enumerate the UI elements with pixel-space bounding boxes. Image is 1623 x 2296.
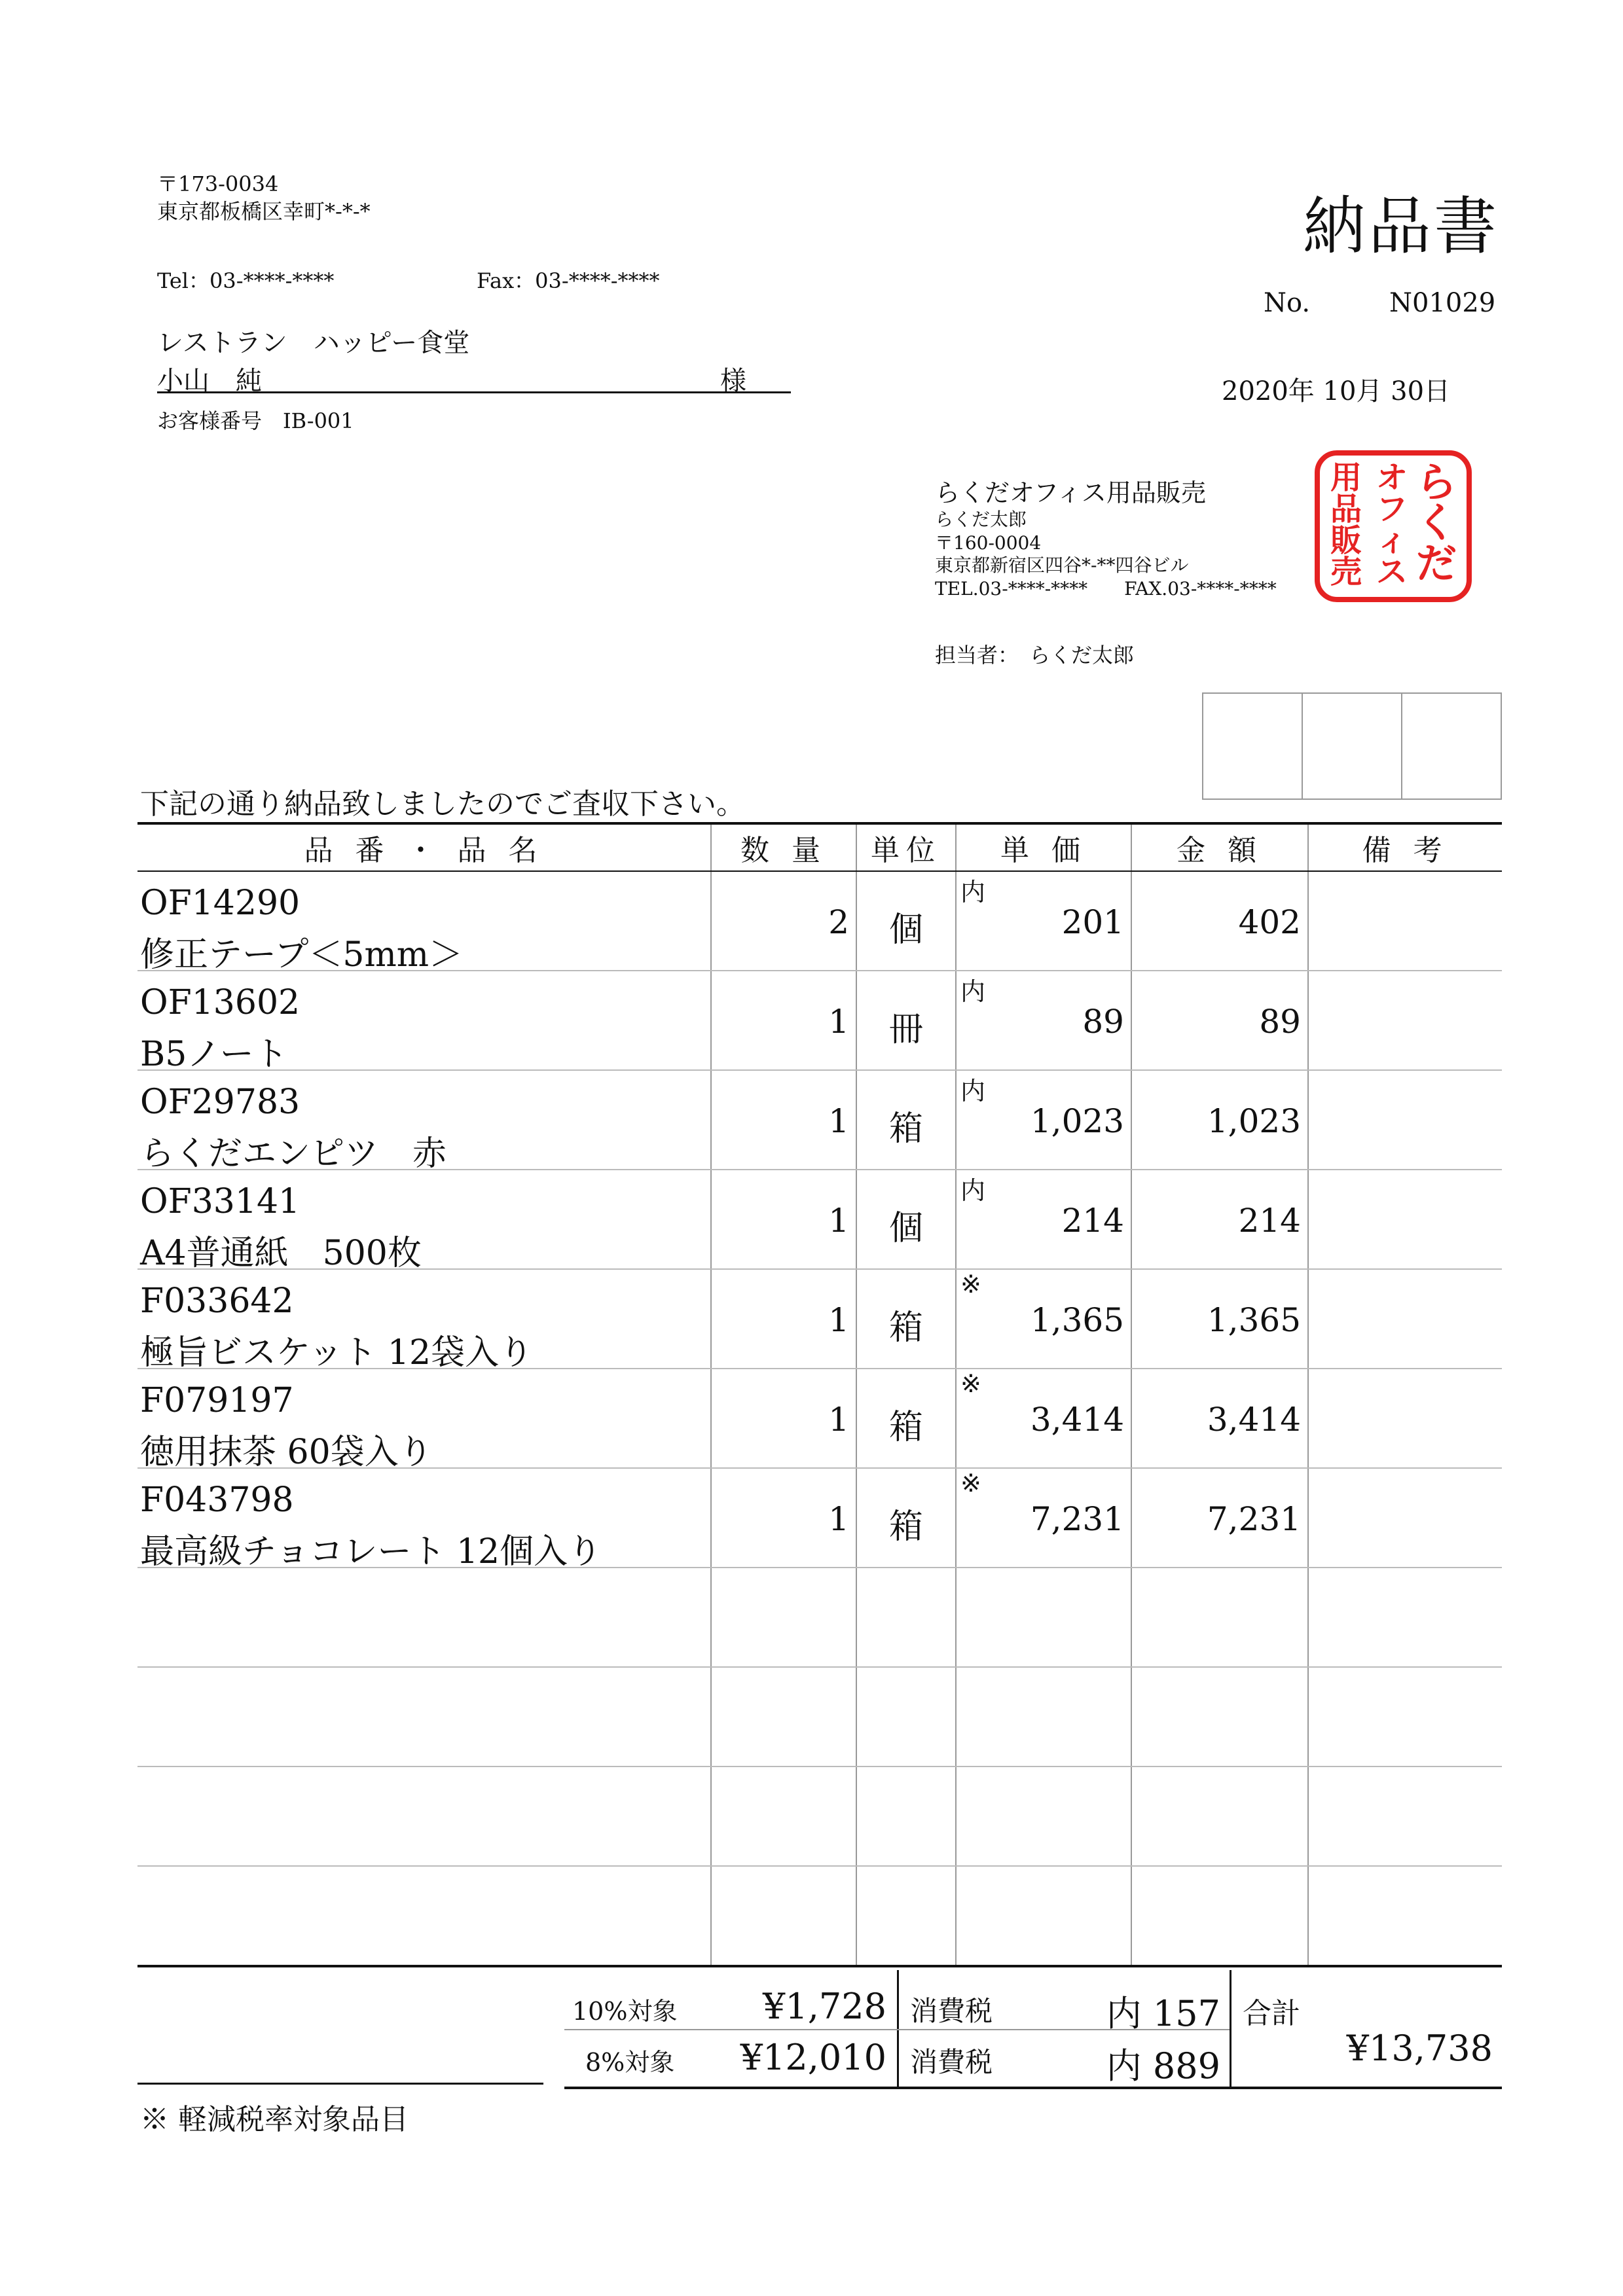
item-name: 極旨ビスケット 12袋入り — [140, 1333, 534, 1372]
remarks-cell — [1308, 871, 1502, 971]
qty-cell — [711, 1170, 856, 1269]
customer-fax: Fax：03-****-**** — [477, 268, 660, 293]
price-cell — [956, 1568, 1131, 1667]
item-cell — [137, 1468, 711, 1571]
table-row — [137, 1369, 1502, 1468]
remarks-cell — [1308, 1568, 1502, 1667]
item-code: OF14290 — [140, 884, 301, 923]
item-qty: 1 — [828, 1202, 849, 1240]
amount-cell — [1131, 1269, 1308, 1369]
item-cell — [137, 1866, 711, 1966]
item-price: 1,023 — [1030, 1102, 1124, 1140]
remarks-cell — [1308, 1866, 1502, 1966]
delivery-message: 下記の通り納品致しましたのでご査収下さい。 — [140, 787, 745, 821]
item-name: 修正テープ＜5mm＞ — [140, 935, 464, 975]
remarks-cell — [1308, 1767, 1502, 1866]
stamp-column-1 — [1328, 459, 1364, 590]
qty-cell — [711, 1767, 856, 1866]
amount-cell — [1131, 1866, 1308, 1966]
item-code: F079197 — [140, 1381, 294, 1420]
stamp-char: ス — [1376, 554, 1408, 590]
item-name: B5ノート — [140, 1035, 288, 1074]
totals-divider — [1230, 1970, 1231, 2087]
table-row — [137, 1070, 1502, 1170]
qty-cell — [711, 1269, 856, 1369]
seller-address: 東京都新宿区四谷*-**四谷ビル — [935, 554, 1189, 576]
doc-date: 2020年 10月 30日 — [1222, 376, 1451, 406]
rate8-amount: ¥12,010 — [740, 2037, 886, 2078]
unit-cell — [856, 1767, 956, 1866]
item-unit: 箱 — [888, 1408, 923, 1447]
unit-cell — [856, 971, 956, 1070]
item-price: 89 — [1082, 1003, 1124, 1041]
customer-person: 小山 純 — [157, 366, 262, 396]
rate8-label: 8%対象 — [585, 2048, 675, 2077]
remarks-cell — [1308, 1170, 1502, 1269]
customer-address: 東京都板橋区幸町*-*-* — [157, 199, 371, 224]
item-cell — [137, 871, 711, 975]
item-qty: 1 — [828, 1401, 849, 1439]
customer-tel: Tel：03-****-**** — [157, 268, 335, 293]
item-name: 最高級チョコレート 12個入り — [140, 1532, 602, 1571]
item-amount: 1,365 — [1207, 1301, 1301, 1339]
seller-name: らくだオフィス用品販売 — [935, 478, 1206, 507]
customer-number: お客様番号 IB-001 — [157, 408, 354, 433]
stamp-char: 販 — [1330, 522, 1362, 559]
item-amount: 402 — [1238, 903, 1301, 941]
remarks-cell — [1308, 1269, 1502, 1369]
item-name: 徳用抹茶 60袋入り — [140, 1433, 433, 1472]
customer-underline — [157, 391, 791, 393]
item-code: F033642 — [140, 1282, 294, 1321]
item-qty: 2 — [828, 903, 849, 941]
table-body — [137, 871, 1502, 1966]
amount-cell — [1131, 1568, 1308, 1667]
unit-cell — [856, 1468, 956, 1568]
amount-cell — [1131, 1667, 1308, 1767]
amount-cell — [1131, 971, 1308, 1070]
stamp-char: だ — [1416, 539, 1457, 587]
item-qty: 1 — [828, 1500, 849, 1538]
stamp-column-3 — [1416, 458, 1457, 587]
qty-cell — [711, 1468, 856, 1568]
item-cell — [137, 1568, 711, 1667]
price-cell — [956, 1269, 1131, 1369]
unit-cell — [856, 1866, 956, 1966]
table-row — [137, 871, 1502, 971]
item-code: OF29783 — [140, 1083, 301, 1122]
item-price: 3,414 — [1030, 1401, 1124, 1439]
seller-staff: 担当者： らくだ太郎 — [935, 643, 1135, 668]
seller-rep: らくだ太郎 — [935, 509, 1027, 530]
stamp-char: 品 — [1330, 491, 1362, 528]
item-name: A4普通紙 500枚 — [140, 1234, 422, 1273]
table-row — [137, 1767, 1502, 1866]
rate10-tax-label: 消費税 — [910, 1995, 993, 2027]
remarks-cell — [1308, 1667, 1502, 1767]
item-cell — [137, 1767, 711, 1866]
unit-cell — [856, 871, 956, 971]
item-amount: 214 — [1238, 1202, 1301, 1240]
header-qty: 数 量 — [711, 823, 856, 871]
table-row — [137, 1170, 1502, 1269]
amount-cell — [1131, 1369, 1308, 1468]
qty-cell — [711, 1070, 856, 1170]
remarks-cell — [1308, 1369, 1502, 1468]
item-amount: 1,023 — [1207, 1102, 1301, 1140]
item-unit: 個 — [888, 1209, 923, 1248]
tax-mark: 内 — [960, 977, 986, 1006]
grand-total-label: 合計 — [1243, 1997, 1300, 2030]
doc-no-value: N01029 — [1389, 288, 1496, 318]
unit-cell — [856, 1369, 956, 1468]
price-cell — [956, 1369, 1131, 1468]
stamp-char: ィ — [1376, 522, 1408, 559]
approval-box[interactable] — [1402, 694, 1501, 798]
item-unit: 個 — [888, 910, 923, 950]
rate8-tax-label: 消費税 — [910, 2046, 993, 2078]
item-price: 214 — [1061, 1202, 1124, 1240]
header-amount: 金 額 — [1131, 823, 1308, 871]
table-row — [137, 1667, 1502, 1767]
tax-mark: 内 — [960, 878, 986, 906]
stamp-char: ら — [1416, 458, 1457, 506]
reduced-tax-note: ※ 軽減税率対象品目 — [140, 2103, 409, 2136]
amount-cell — [1131, 1767, 1308, 1866]
rate10-amount: ¥1,728 — [763, 1986, 886, 2027]
price-cell — [956, 1866, 1131, 1966]
item-qty: 1 — [828, 1301, 849, 1339]
stamp-char: 用 — [1330, 459, 1362, 496]
qty-cell — [711, 1667, 856, 1767]
table-row — [137, 1269, 1502, 1369]
price-cell — [956, 1767, 1131, 1866]
item-price: 7,231 — [1030, 1500, 1124, 1538]
doc-no-label: No. — [1264, 288, 1311, 318]
amount-cell — [1131, 871, 1308, 971]
customer-honorific: 様 — [720, 366, 746, 396]
item-amount: 7,231 — [1207, 1500, 1301, 1538]
amount-cell — [1131, 1170, 1308, 1269]
header-item: 品 番 ・ 品 名 — [137, 823, 711, 871]
price-cell — [956, 1667, 1131, 1767]
item-unit: 箱 — [888, 1308, 923, 1348]
price-cell — [956, 1468, 1131, 1568]
remarks-cell — [1308, 1070, 1502, 1170]
item-code: OF33141 — [140, 1182, 301, 1221]
item-name: らくだエンピツ 赤 — [140, 1134, 447, 1174]
qty-cell — [711, 1866, 856, 1966]
totals-divider — [897, 1970, 899, 2087]
item-amount: 3,414 — [1207, 1401, 1301, 1439]
approval-box[interactable] — [1303, 694, 1402, 798]
unit-cell — [856, 1269, 956, 1369]
header-unit: 単位 — [856, 823, 956, 871]
unit-cell — [856, 1667, 956, 1767]
item-cell — [137, 1667, 711, 1767]
item-code: F043798 — [140, 1480, 294, 1520]
item-cell — [137, 1269, 711, 1372]
item-unit: 箱 — [888, 1507, 923, 1547]
customer-postal: 〒173-0034 — [157, 171, 279, 196]
item-price: 201 — [1061, 903, 1124, 941]
remarks-cell — [1308, 1468, 1502, 1568]
item-cell — [137, 1070, 711, 1174]
price-cell — [956, 1170, 1131, 1269]
header-price: 単 価 — [956, 823, 1131, 871]
unit-cell — [856, 1070, 956, 1170]
item-qty: 1 — [828, 1003, 849, 1041]
tax-mark: ※ — [960, 1469, 981, 1498]
item-cell — [137, 1369, 711, 1472]
qty-cell — [711, 1568, 856, 1667]
approval-box[interactable] — [1203, 694, 1303, 798]
stamp-char: く — [1416, 499, 1457, 547]
totals-left-underline — [137, 2083, 543, 2085]
unit-cell — [856, 1568, 956, 1667]
rate8-tax: 内 889 — [1106, 2045, 1220, 2087]
seller-postal: 〒160-0004 — [935, 532, 1042, 554]
item-price: 1,365 — [1030, 1301, 1124, 1339]
item-unit: 箱 — [888, 1109, 923, 1149]
totals-box — [564, 1970, 1502, 2089]
customer-company: レストラン ハッピー食堂 — [157, 328, 470, 358]
tax-mark: 内 — [960, 1077, 986, 1105]
item-qty: 1 — [828, 1102, 849, 1140]
seller-contact: TEL.03-****-**** FAX.03-****-**** — [935, 578, 1277, 600]
amount-cell — [1131, 1468, 1308, 1568]
item-code: OF13602 — [140, 983, 301, 1022]
grand-total-amount: ¥13,738 — [1346, 2028, 1493, 2069]
table-row — [137, 1468, 1502, 1568]
company-stamp — [1315, 450, 1472, 602]
tax-mark: ※ — [960, 1369, 981, 1398]
unit-cell — [856, 1170, 956, 1269]
item-amount: 89 — [1259, 1003, 1301, 1041]
tax-mark: 内 — [960, 1176, 986, 1205]
approval-boxes — [1202, 692, 1502, 800]
header-remarks: 備 考 — [1308, 823, 1502, 871]
table-row — [137, 1866, 1502, 1966]
stamp-char: オ — [1376, 459, 1408, 496]
table-row — [137, 1568, 1502, 1667]
amount-cell — [1131, 1070, 1308, 1170]
price-cell — [956, 971, 1131, 1070]
stamp-column-2 — [1374, 459, 1410, 590]
item-cell — [137, 971, 711, 1074]
price-cell — [956, 1070, 1131, 1170]
stamp-char: 売 — [1330, 554, 1362, 590]
rate10-tax: 内 157 — [1106, 1993, 1220, 2034]
stamp-char: フ — [1376, 491, 1408, 528]
price-cell — [956, 871, 1131, 971]
item-unit: 冊 — [888, 1010, 923, 1049]
item-cell — [137, 1170, 711, 1273]
rate10-label: 10%対象 — [572, 1997, 678, 2026]
qty-cell — [711, 971, 856, 1070]
qty-cell — [711, 1369, 856, 1468]
table-row — [137, 971, 1502, 1070]
remarks-cell — [1308, 971, 1502, 1070]
tax-mark: ※ — [960, 1270, 981, 1299]
page-title: 納品書 — [1303, 190, 1499, 263]
table-header-row — [137, 823, 1502, 871]
items-table — [137, 822, 1502, 1967]
qty-cell — [711, 871, 856, 971]
